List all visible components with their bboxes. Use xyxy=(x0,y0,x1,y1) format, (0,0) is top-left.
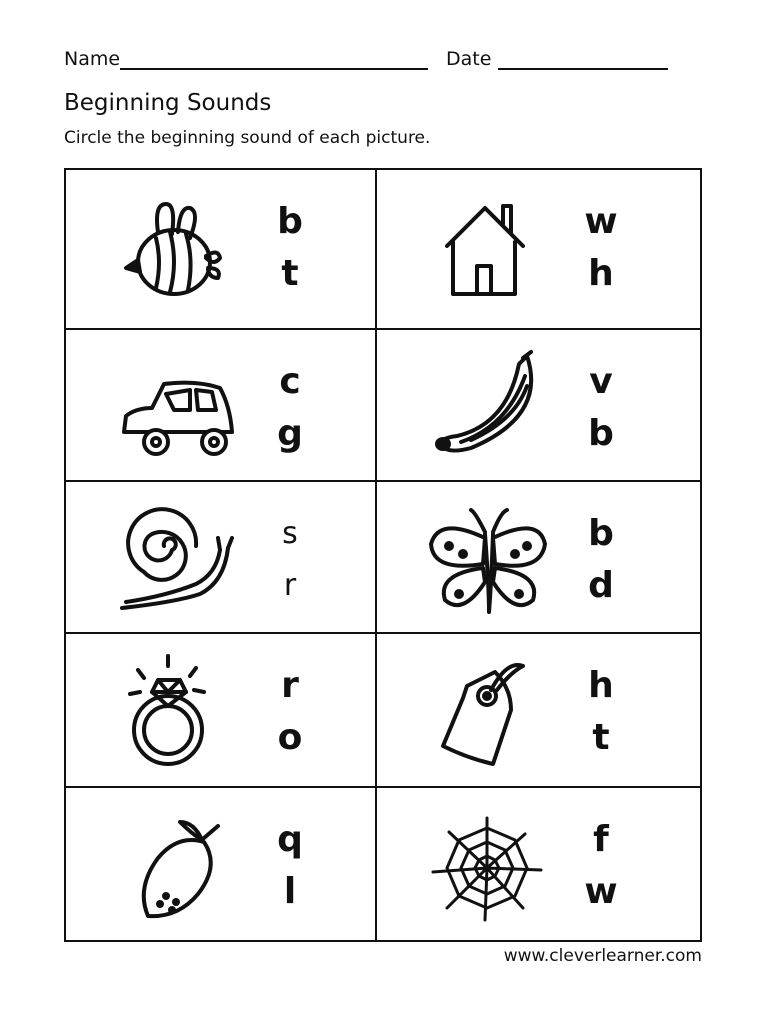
letter-option[interactable]: r xyxy=(281,665,299,706)
tag-icon xyxy=(427,650,547,770)
date-label: Date xyxy=(446,48,492,70)
letter-choices xyxy=(270,660,310,764)
house-icon xyxy=(427,186,547,306)
ring-icon xyxy=(116,650,236,770)
instructions: Circle the beginning sound of each picture. xyxy=(64,128,431,148)
spider-web-icon xyxy=(427,804,547,924)
letter-option[interactable]: v xyxy=(589,361,613,402)
item-cell-lemon xyxy=(66,788,372,940)
letter-option[interactable]: b xyxy=(277,201,303,242)
letter-option[interactable]: q xyxy=(277,819,303,860)
letter-choices xyxy=(581,196,621,300)
letter-option[interactable]: b xyxy=(588,513,614,554)
letter-option[interactable]: t xyxy=(281,253,299,294)
letter-option[interactable]: f xyxy=(593,819,609,860)
item-cell-house xyxy=(377,170,683,322)
letter-option[interactable]: h xyxy=(588,665,614,706)
snail-icon xyxy=(116,498,236,618)
item-cell-butterfly xyxy=(377,482,683,634)
car-icon xyxy=(116,346,236,466)
letter-option[interactable]: s xyxy=(282,516,298,551)
worksheet-grid xyxy=(64,168,702,942)
letter-option[interactable]: h xyxy=(588,253,614,294)
letter-option[interactable]: b xyxy=(588,413,614,454)
item-cell-bee xyxy=(66,170,372,322)
letter-choices xyxy=(270,508,310,612)
item-cell-ring xyxy=(66,634,372,786)
item-cell-banana xyxy=(377,330,683,482)
letter-choices xyxy=(581,660,621,764)
bee-icon xyxy=(116,186,236,306)
letter-option[interactable]: o xyxy=(277,717,303,758)
letter-option[interactable]: g xyxy=(277,413,303,454)
name-label: Name xyxy=(64,48,121,70)
banana-icon xyxy=(427,346,547,466)
letter-option[interactable]: d xyxy=(588,565,614,606)
letter-choices xyxy=(270,356,310,460)
letter-option[interactable]: w xyxy=(584,201,618,242)
letter-option[interactable]: c xyxy=(279,361,301,402)
name-field-line[interactable] xyxy=(120,68,428,70)
worksheet-title: Beginning Sounds xyxy=(64,90,272,116)
item-cell-tag xyxy=(377,634,683,786)
item-cell-car xyxy=(66,330,372,482)
letter-choices xyxy=(581,814,621,918)
letter-choices xyxy=(270,814,310,918)
letter-option[interactable]: l xyxy=(283,871,297,912)
letter-choices xyxy=(581,356,621,460)
letter-option[interactable]: t xyxy=(592,717,610,758)
letter-choices xyxy=(581,508,621,612)
letter-option[interactable]: w xyxy=(584,871,618,912)
date-field-line[interactable] xyxy=(498,68,668,70)
butterfly-icon xyxy=(427,498,547,618)
item-cell-snail xyxy=(66,482,372,634)
footer-website: www.cleverlearner.com xyxy=(503,946,702,966)
lemon-icon xyxy=(116,804,236,924)
letter-option[interactable]: r xyxy=(283,568,297,603)
item-cell-spider-web xyxy=(377,788,683,940)
letter-choices xyxy=(270,196,310,300)
